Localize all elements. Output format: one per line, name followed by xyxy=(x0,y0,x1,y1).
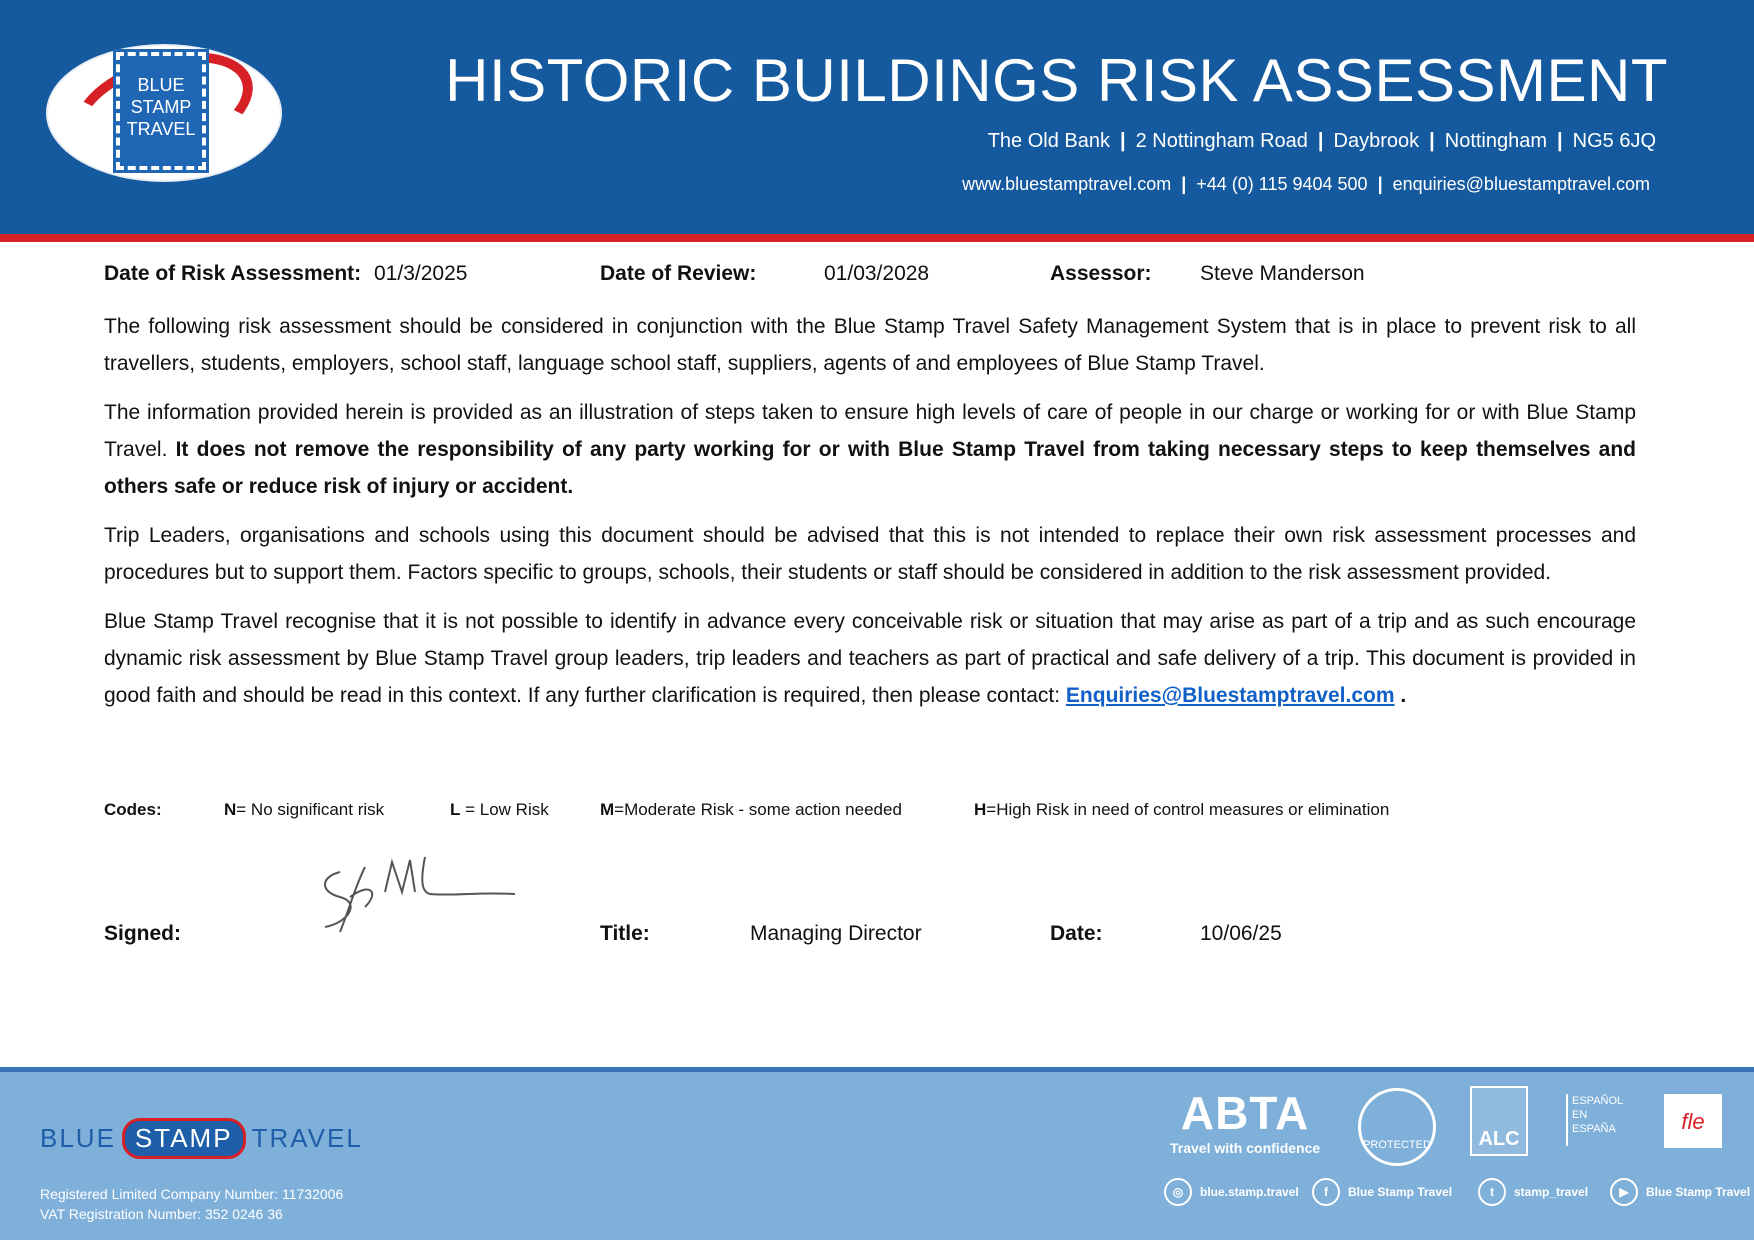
paragraph-4-end: . xyxy=(1394,684,1407,707)
code-l: L = Low Risk xyxy=(450,800,549,819)
paragraph-2-text: The information provided herein is provided as an illustration of steps taken to ensure high levels of care of people in our charge or working for or with Blue Stamp Travel. xyxy=(104,401,1636,461)
paragraph-2 xyxy=(104,394,1636,505)
vat-registration: VAT Registration Number: 352 0246 36 xyxy=(40,1206,283,1222)
contact-line: www.bluestamptravel.com | +44 (0) 115 9404 500 | enquiries@bluestamptravel.com xyxy=(962,174,1650,194)
address-building: The Old Bank xyxy=(987,130,1110,152)
phone-number[interactable]: +44 (0) 115 9404 500 xyxy=(1196,174,1368,194)
code-n: N= No significant risk xyxy=(224,800,385,819)
espanol-en-espana-logo xyxy=(1566,1094,1632,1146)
logo-text-1: BLUE xyxy=(137,75,185,95)
email-link[interactable]: enquiries@bluestamptravel.com xyxy=(1392,174,1650,194)
social-facebook[interactable] xyxy=(1312,1178,1452,1206)
paragraph-1: The following risk assessment should be considered in conjunction with the Blue Stamp Travel Safety Management System that is in place to prevent risk to all travellers, students, employers, school staff, language school staff, suppliers, agents of and employees of Blue Stamp Travel. xyxy=(104,315,1636,375)
assessor-label: Assessor: xyxy=(1050,262,1152,285)
social-instagram[interactable] xyxy=(1164,1178,1299,1206)
facebook-icon: f xyxy=(1312,1178,1340,1206)
address-area: Daybrook xyxy=(1333,130,1420,152)
instagram-handle: blue.stamp.travel xyxy=(1200,1185,1299,1199)
fle-logo: fle xyxy=(1664,1094,1722,1148)
enquiries-email-link[interactable]: Enquiries@Bluestamptravel.com xyxy=(1065,684,1395,707)
footer-divider xyxy=(0,1067,1754,1072)
alc-logo: ALC xyxy=(1470,1086,1528,1156)
header-divider xyxy=(0,234,1754,242)
social-twitter[interactable] xyxy=(1478,1178,1588,1206)
youtube-handle: Blue Stamp Travel xyxy=(1646,1185,1751,1199)
code-h: H=High Risk in need of control measures or elimination xyxy=(974,800,1390,819)
logo-text-3: TRAVEL xyxy=(126,119,196,139)
footer-logo-right: TRAVEL xyxy=(251,1123,363,1153)
footer-logo-left: BLUE xyxy=(40,1123,116,1153)
signed-label: Signed: xyxy=(104,922,181,945)
footer-logo xyxy=(40,1118,363,1159)
company-logo xyxy=(116,52,206,170)
espanol-line-2: EN ESPAÑA xyxy=(1572,1109,1616,1135)
twitter-icon: t xyxy=(1478,1178,1506,1206)
atol-protected-icon: PROTECTED xyxy=(1358,1088,1436,1166)
code-m: M=Moderate Risk - some action needed xyxy=(600,800,902,819)
document-body xyxy=(104,308,1636,726)
sign-date-value: 10/06/25 xyxy=(1200,922,1282,945)
facebook-handle: Blue Stamp Travel xyxy=(1348,1185,1453,1199)
title-label: Title: xyxy=(600,922,650,945)
address-postcode: NG5 6JQ xyxy=(1572,130,1656,152)
twitter-handle: stamp_travel xyxy=(1514,1185,1589,1199)
address-city: Nottingham xyxy=(1444,130,1548,152)
paragraph-2-bold: It does not remove the responsibility of any party working for or with Blue Stamp Travel from taking necessary steps to keep themselves and others safe or reduce risk of injury or accident. xyxy=(104,438,1636,498)
document-title: HISTORIC BUILDINGS RISK ASSESSMENT xyxy=(445,47,1668,114)
youtube-icon: ▶ xyxy=(1610,1178,1638,1206)
title-value: Managing Director xyxy=(750,922,922,945)
website-link[interactable]: www.bluestamptravel.com xyxy=(962,174,1172,194)
paragraph-3: Trip Leaders, organisations and schools using this document should be advised that this is not intended to replace their own risk assessment processes and procedures but to support them. Factors specific to groups, schools, their students or staff should be considered in addition to the risk assessment provided. xyxy=(104,524,1636,584)
address-street: 2 Nottingham Road xyxy=(1135,130,1308,152)
footer-logo-mid: STAMP xyxy=(122,1118,246,1159)
abta-logo: ABTA xyxy=(1180,1087,1310,1139)
instagram-icon: ◎ xyxy=(1164,1178,1192,1206)
signature-image xyxy=(310,852,530,942)
abta-tagline: Travel with confidence xyxy=(1170,1140,1321,1156)
espanol-line-1: ESPAÑOL xyxy=(1572,1095,1624,1107)
social-youtube[interactable] xyxy=(1610,1178,1750,1206)
assessment-date-label: Date of Risk Assessment: xyxy=(104,262,362,285)
paragraph-4-text: Blue Stamp Travel recognise that it is not possible to identify in advance every conceivable risk or situation that may arise as part of a trip and as such encourage dynamic risk assessment by Blue Stamp Travel group leaders, trip leaders and teachers as part of practical and safe delivery of a trip. This document is provided in good faith and should be read in this context. If any further clarification is required, then please contact: xyxy=(104,610,1636,707)
logo-text-2: STAMP xyxy=(130,97,192,117)
review-date-label: Date of Review: xyxy=(600,262,757,285)
address-line: The Old Bank | 2 Nottingham Road | Daybrook | Nottingham | NG5 6JQ xyxy=(987,130,1656,152)
assessor-value: Steve Manderson xyxy=(1200,262,1365,285)
company-registration: Registered Limited Company Number: 11732006 xyxy=(40,1186,344,1202)
paragraph-4 xyxy=(104,603,1636,714)
assessment-date-value: 01/3/2025 xyxy=(374,262,468,285)
review-date-value: 01/03/2028 xyxy=(824,262,930,285)
codes-label: Codes: xyxy=(104,800,162,819)
sign-date-label: Date: xyxy=(1050,922,1103,945)
abta-badge xyxy=(1170,1086,1320,1156)
